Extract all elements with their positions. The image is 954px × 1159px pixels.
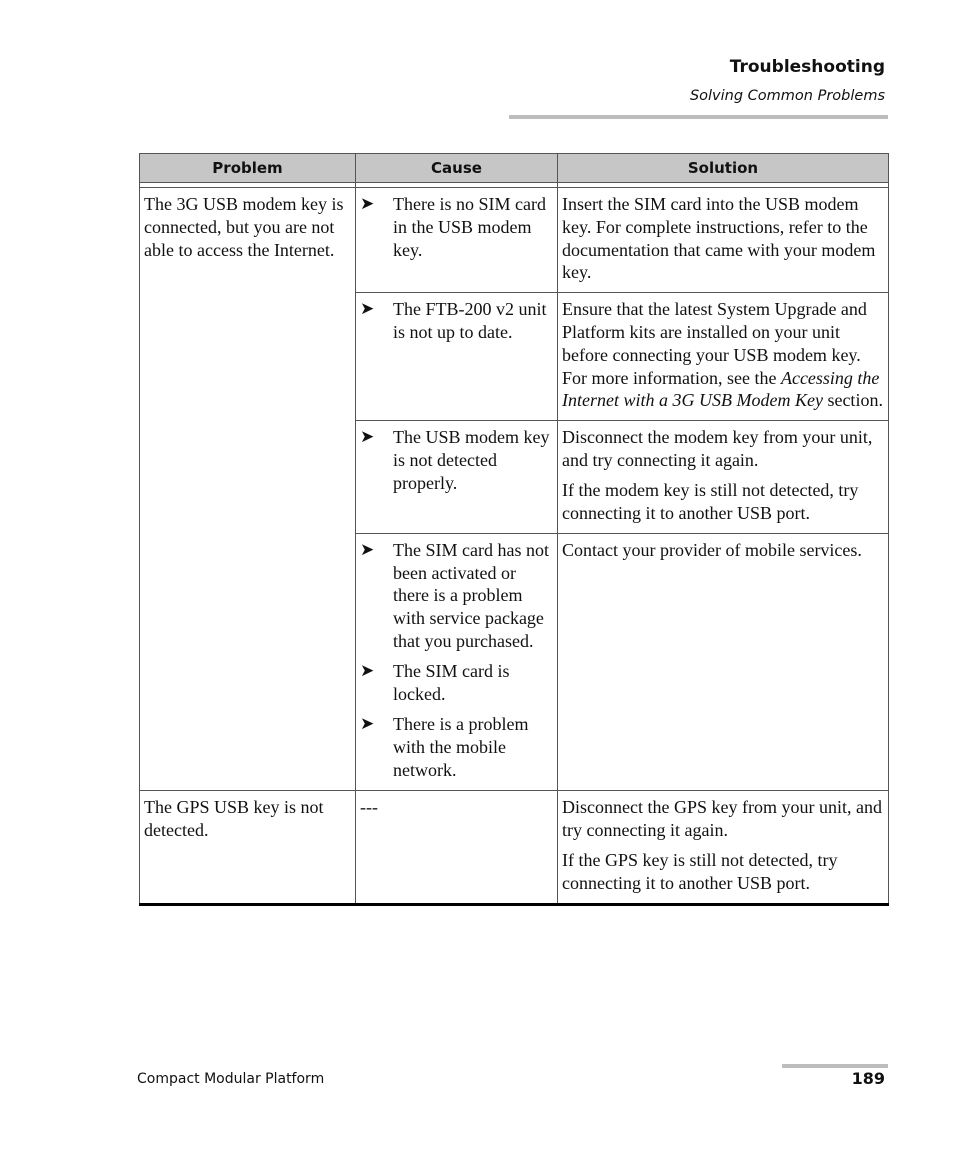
table-row xyxy=(140,790,889,904)
arrow-bullet-icon: ➤ xyxy=(360,194,375,214)
solution-cell: Disconnect the modem key from your unit, and try connecting it again. If the modem key is still not detected, try connecting it to another USB port. xyxy=(558,421,889,534)
section-reference: Accessing the Internet with a 3G USB Modem Key xyxy=(562,367,880,411)
cause-bullet: ➤ There is a problem with the mobile network. xyxy=(360,714,529,781)
column-header-cause: Cause xyxy=(356,154,558,183)
cause-cell: --- xyxy=(356,790,558,904)
header-rule xyxy=(509,115,888,119)
problem-cell: The 3G USB modem key is connected, but you are not able to access the Internet. xyxy=(140,188,356,791)
cause-bullet: ➤ There is no SIM card in the USB modem key. xyxy=(360,194,546,260)
column-header-solution: Solution xyxy=(558,154,889,183)
cause-cell xyxy=(356,533,558,790)
cause-bullet: ➤ The SIM card has not been activated or there is a problem with service package that you purchased. xyxy=(360,539,549,652)
footer-product-name: Compact Modular Platform xyxy=(137,1071,325,1087)
troubleshooting-table xyxy=(139,153,889,906)
table-row xyxy=(140,188,889,293)
cause-cell xyxy=(356,421,558,534)
cause-cell xyxy=(356,293,558,421)
arrow-bullet-icon: ➤ xyxy=(360,299,375,320)
solution-cell: Insert the SIM card into the USB modem key. For complete instructions, refer to the documentation that came with your modem key. xyxy=(558,188,889,293)
arrow-bullet-icon: ➤ xyxy=(360,661,375,682)
solution-cell: Disconnect the GPS key from your unit, and try connecting it again. If the GPS key is still not detected, try connecting it to another USB port. xyxy=(558,790,889,904)
page-header-subtitle: Solving Common Problems xyxy=(689,88,885,104)
cause-bullet: ➤ The USB modem key is not detected properly. xyxy=(360,427,550,493)
solution-cell: Ensure that the latest System Upgrade and Platform kits are installed on your unit before connecting your USB modem key. For more information, see the Accessing the Internet with a 3G USB Modem Key section. xyxy=(558,293,889,421)
arrow-bullet-icon: ➤ xyxy=(360,427,375,448)
page-header-title: Troubleshooting xyxy=(729,57,885,77)
cause-bullet: ➤ The FTB-200 v2 unit is not up to date. xyxy=(360,299,547,342)
footer-rule xyxy=(782,1064,888,1068)
cause-cell xyxy=(356,188,558,293)
solution-cell: Contact your provider of mobile services. xyxy=(558,533,889,790)
page-number: 189 xyxy=(851,1069,885,1088)
arrow-bullet-icon: ➤ xyxy=(360,539,375,560)
table-header-row xyxy=(140,154,889,183)
column-header-problem: Problem xyxy=(140,154,356,183)
arrow-bullet-icon: ➤ xyxy=(360,714,375,735)
cause-bullet: ➤ The SIM card is locked. xyxy=(360,661,510,705)
problem-cell: The GPS USB key is not detected. xyxy=(140,790,356,904)
